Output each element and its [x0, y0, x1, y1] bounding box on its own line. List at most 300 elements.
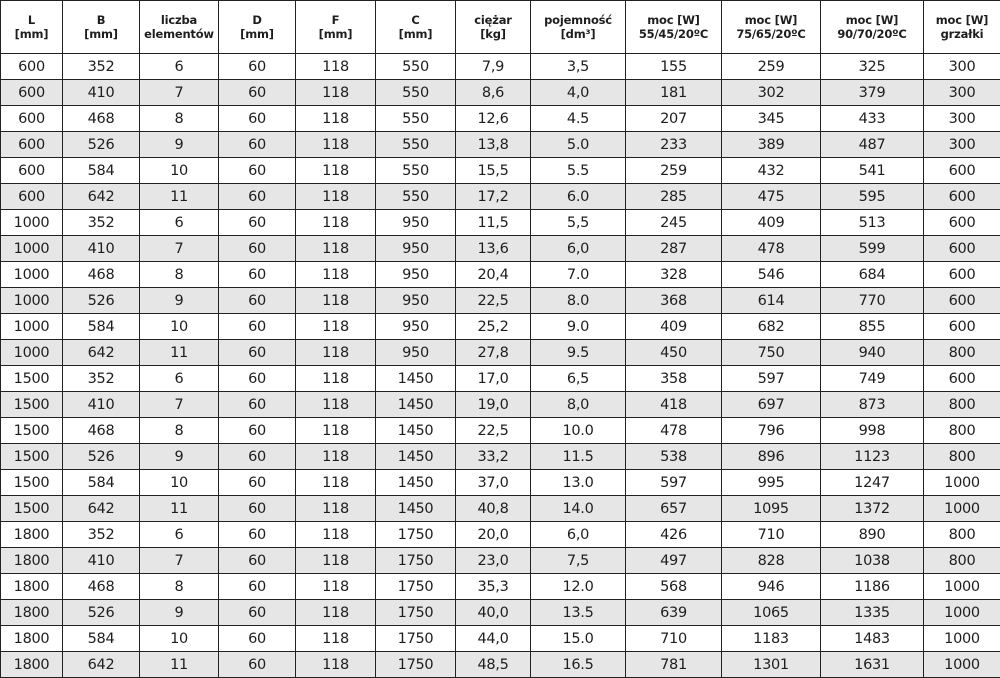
table-cell: 475	[722, 184, 821, 210]
column-header	[296, 1, 376, 54]
table-cell: 432	[722, 158, 821, 184]
table-cell: 550	[376, 80, 456, 106]
table-cell: 379	[821, 80, 924, 106]
table-cell: 600	[924, 288, 1000, 314]
table-cell: 118	[296, 366, 376, 392]
table-cell: 1800	[1, 574, 63, 600]
table-cell: 118	[296, 574, 376, 600]
table-cell: 118	[296, 158, 376, 184]
table-cell: 10	[140, 470, 219, 496]
table-row	[1, 210, 1000, 236]
table-cell: 410	[63, 80, 140, 106]
table-cell: 595	[821, 184, 924, 210]
table-cell: 1500	[1, 496, 63, 522]
table-cell: 1000	[924, 470, 1000, 496]
column-header-title: F	[296, 13, 375, 27]
table-cell: 468	[63, 106, 140, 132]
table-cell: 60	[219, 236, 296, 262]
table-cell: 60	[219, 288, 296, 314]
table-cell: 1750	[376, 600, 456, 626]
table-cell: 550	[376, 54, 456, 80]
table-cell: 1065	[722, 600, 821, 626]
table-cell: 118	[296, 548, 376, 574]
table-cell: 4.5	[531, 106, 626, 132]
table-cell: 1750	[376, 626, 456, 652]
table-header	[1, 1, 1000, 54]
table-cell: 118	[296, 600, 376, 626]
table-cell: 1800	[1, 522, 63, 548]
table-cell: 1000	[924, 496, 1000, 522]
table-cell: 4,0	[531, 80, 626, 106]
table-cell: 352	[63, 210, 140, 236]
table-cell: 950	[376, 314, 456, 340]
table-cell: 13.0	[531, 470, 626, 496]
table-cell: 1301	[722, 652, 821, 678]
table-cell: 749	[821, 366, 924, 392]
table-cell: 950	[376, 288, 456, 314]
column-header-unit: grzałki	[924, 27, 1000, 41]
table-cell: 1483	[821, 626, 924, 652]
table-row	[1, 600, 1000, 626]
table-cell: 940	[821, 340, 924, 366]
table-row	[1, 418, 1000, 444]
table-cell: 44,0	[456, 626, 531, 652]
table-cell: 10	[140, 158, 219, 184]
table-cell: 37,0	[456, 470, 531, 496]
table-cell: 12.0	[531, 574, 626, 600]
table-cell: 1000	[1, 288, 63, 314]
table-cell: 896	[722, 444, 821, 470]
table-row	[1, 158, 1000, 184]
table-cell: 600	[1, 184, 63, 210]
table-cell: 60	[219, 522, 296, 548]
table-cell: 60	[219, 418, 296, 444]
table-cell: 1372	[821, 496, 924, 522]
table-cell: 1800	[1, 548, 63, 574]
table-row	[1, 548, 1000, 574]
table-cell: 40,8	[456, 496, 531, 522]
table-cell: 950	[376, 340, 456, 366]
table-row	[1, 314, 1000, 340]
table-row	[1, 444, 1000, 470]
table-cell: 118	[296, 444, 376, 470]
table-cell: 6,0	[531, 236, 626, 262]
table-cell: 233	[626, 132, 722, 158]
table-cell: 302	[722, 80, 821, 106]
table-cell: 60	[219, 158, 296, 184]
table-cell: 9	[140, 600, 219, 626]
table-cell: 487	[821, 132, 924, 158]
table-cell: 6	[140, 366, 219, 392]
table-cell: 800	[924, 444, 1000, 470]
table-row	[1, 340, 1000, 366]
table-cell: 600	[924, 210, 1000, 236]
table-cell: 950	[376, 262, 456, 288]
table-cell: 1750	[376, 548, 456, 574]
table-cell: 17,2	[456, 184, 531, 210]
table-cell: 48,5	[456, 652, 531, 678]
table-cell: 409	[626, 314, 722, 340]
table-cell: 642	[63, 652, 140, 678]
table-cell: 118	[296, 236, 376, 262]
table-cell: 1000	[1, 340, 63, 366]
table-cell: 9	[140, 444, 219, 470]
table-cell: 1000	[1, 262, 63, 288]
column-header-unit: elementów	[140, 27, 218, 41]
table-cell: 11.5	[531, 444, 626, 470]
table-cell: 6,0	[531, 522, 626, 548]
table-cell: 389	[722, 132, 821, 158]
table-cell: 35,3	[456, 574, 531, 600]
table-cell: 60	[219, 600, 296, 626]
table-cell: 5.5	[531, 158, 626, 184]
table-cell: 1000	[924, 600, 1000, 626]
table-cell: 33,2	[456, 444, 531, 470]
table-cell: 10	[140, 314, 219, 340]
table-cell: 325	[821, 54, 924, 80]
table-cell: 6,5	[531, 366, 626, 392]
table-cell: 7,9	[456, 54, 531, 80]
table-cell: 368	[626, 288, 722, 314]
table-cell: 9.0	[531, 314, 626, 340]
table-cell: 710	[722, 522, 821, 548]
table-cell: 22,5	[456, 288, 531, 314]
table-cell: 8	[140, 106, 219, 132]
table-cell: 550	[376, 106, 456, 132]
table-cell: 1800	[1, 626, 63, 652]
table-cell: 750	[722, 340, 821, 366]
table-cell: 60	[219, 210, 296, 236]
table-row	[1, 262, 1000, 288]
table-cell: 25,2	[456, 314, 531, 340]
table-cell: 568	[626, 574, 722, 600]
column-header	[63, 1, 140, 54]
column-header-title: D	[219, 13, 295, 27]
table-cell: 328	[626, 262, 722, 288]
table-cell: 7	[140, 80, 219, 106]
table-cell: 60	[219, 340, 296, 366]
table-cell: 19,0	[456, 392, 531, 418]
table-cell: 118	[296, 652, 376, 678]
table-cell: 946	[722, 574, 821, 600]
table-cell: 800	[924, 522, 1000, 548]
table-cell: 11	[140, 652, 219, 678]
table-cell: 11,5	[456, 210, 531, 236]
table-cell: 584	[63, 626, 140, 652]
table-cell: 345	[722, 106, 821, 132]
table-cell: 526	[63, 288, 140, 314]
column-header-title: moc [W]	[722, 13, 820, 27]
table-row	[1, 366, 1000, 392]
column-header-title: pojemność	[531, 13, 625, 27]
table-cell: 1450	[376, 470, 456, 496]
table-cell: 1500	[1, 418, 63, 444]
table-cell: 1500	[1, 366, 63, 392]
table-cell: 207	[626, 106, 722, 132]
table-cell: 60	[219, 548, 296, 574]
column-header	[1, 1, 63, 54]
table-cell: 15.0	[531, 626, 626, 652]
table-cell: 800	[924, 548, 1000, 574]
table-cell: 118	[296, 132, 376, 158]
table-cell: 1247	[821, 470, 924, 496]
table-row	[1, 392, 1000, 418]
column-header	[722, 1, 821, 54]
column-header	[924, 1, 1000, 54]
table-cell: 22,5	[456, 418, 531, 444]
table-cell: 541	[821, 158, 924, 184]
table-cell: 5.0	[531, 132, 626, 158]
table-row	[1, 288, 1000, 314]
table-cell: 450	[626, 340, 722, 366]
table-cell: 155	[626, 54, 722, 80]
table-cell: 11	[140, 340, 219, 366]
table-row	[1, 184, 1000, 210]
table-cell: 950	[376, 236, 456, 262]
table-row	[1, 54, 1000, 80]
table-cell: 118	[296, 392, 376, 418]
table-cell: 1000	[1, 210, 63, 236]
table-cell: 1500	[1, 392, 63, 418]
table-cell: 14.0	[531, 496, 626, 522]
column-header-unit: [mm]	[63, 27, 139, 41]
table-cell: 118	[296, 522, 376, 548]
table-cell: 639	[626, 600, 722, 626]
table-cell: 468	[63, 418, 140, 444]
table-cell: 513	[821, 210, 924, 236]
table-cell: 682	[722, 314, 821, 340]
table-cell: 1800	[1, 652, 63, 678]
table-cell: 17,0	[456, 366, 531, 392]
table-cell: 800	[924, 392, 1000, 418]
table-cell: 409	[722, 210, 821, 236]
table-cell: 300	[924, 132, 1000, 158]
table-cell: 828	[722, 548, 821, 574]
table-cell: 600	[924, 262, 1000, 288]
table-cell: 118	[296, 210, 376, 236]
table-cell: 6	[140, 522, 219, 548]
table-cell: 1500	[1, 444, 63, 470]
table-cell: 770	[821, 288, 924, 314]
table-cell: 60	[219, 470, 296, 496]
table-cell: 684	[821, 262, 924, 288]
table-cell: 995	[722, 470, 821, 496]
table-cell: 600	[1, 80, 63, 106]
table-cell: 600	[924, 236, 1000, 262]
table-cell: 1186	[821, 574, 924, 600]
table-cell: 60	[219, 652, 296, 678]
column-header-title: C	[376, 13, 455, 27]
table-cell: 642	[63, 340, 140, 366]
table-row	[1, 626, 1000, 652]
table-cell: 285	[626, 184, 722, 210]
table-cell: 998	[821, 418, 924, 444]
table-cell: 890	[821, 522, 924, 548]
table-cell: 550	[376, 132, 456, 158]
table-cell: 60	[219, 80, 296, 106]
column-header-unit: [mm]	[296, 27, 375, 41]
table-cell: 118	[296, 184, 376, 210]
table-cell: 1631	[821, 652, 924, 678]
table-cell: 3,5	[531, 54, 626, 80]
table-cell: 181	[626, 80, 722, 106]
table-cell: 1450	[376, 366, 456, 392]
table-cell: 11	[140, 496, 219, 522]
table-cell: 1000	[1, 236, 63, 262]
table-cell: 1123	[821, 444, 924, 470]
table-cell: 60	[219, 106, 296, 132]
column-header-title: moc [W]	[924, 13, 1000, 27]
column-header	[456, 1, 531, 54]
table-cell: 20,0	[456, 522, 531, 548]
table-cell: 118	[296, 54, 376, 80]
column-header-unit: 90/70/20ºC	[821, 27, 923, 41]
table-cell: 1335	[821, 600, 924, 626]
table-cell: 597	[722, 366, 821, 392]
column-header-title: ciężar	[456, 13, 530, 27]
table-cell: 118	[296, 314, 376, 340]
table-cell: 13,8	[456, 132, 531, 158]
table-cell: 60	[219, 366, 296, 392]
table-cell: 526	[63, 444, 140, 470]
table-cell: 1000	[924, 574, 1000, 600]
table-cell: 15,5	[456, 158, 531, 184]
table-cell: 468	[63, 262, 140, 288]
table-cell: 60	[219, 132, 296, 158]
table-cell: 497	[626, 548, 722, 574]
table-cell: 710	[626, 626, 722, 652]
table-cell: 13.5	[531, 600, 626, 626]
column-header	[376, 1, 456, 54]
table-cell: 352	[63, 54, 140, 80]
table-cell: 60	[219, 314, 296, 340]
table-cell: 8	[140, 574, 219, 600]
table-cell: 7	[140, 392, 219, 418]
table-cell: 27,8	[456, 340, 531, 366]
table-cell: 118	[296, 106, 376, 132]
table-cell: 10.0	[531, 418, 626, 444]
table-cell: 1750	[376, 652, 456, 678]
table-cell: 118	[296, 288, 376, 314]
table-cell: 118	[296, 340, 376, 366]
table-cell: 600	[924, 366, 1000, 392]
table-cell: 9	[140, 132, 219, 158]
table-cell: 11	[140, 184, 219, 210]
table-cell: 410	[63, 236, 140, 262]
table-cell: 781	[626, 652, 722, 678]
table-cell: 300	[924, 54, 1000, 80]
table-cell: 873	[821, 392, 924, 418]
table-cell: 526	[63, 600, 140, 626]
column-header-unit: [mm]	[219, 27, 295, 41]
table-cell: 1000	[924, 652, 1000, 678]
table-cell: 410	[63, 392, 140, 418]
table-cell: 1450	[376, 418, 456, 444]
table-row	[1, 522, 1000, 548]
table-cell: 796	[722, 418, 821, 444]
column-header-unit: [kg]	[456, 27, 530, 41]
table-cell: 60	[219, 574, 296, 600]
table-cell: 600	[1, 158, 63, 184]
table-cell: 1183	[722, 626, 821, 652]
table-row	[1, 236, 1000, 262]
table-cell: 550	[376, 158, 456, 184]
table-cell: 118	[296, 262, 376, 288]
column-header-title: B	[63, 13, 139, 27]
column-header	[219, 1, 296, 54]
table-cell: 12,6	[456, 106, 531, 132]
table-cell: 478	[722, 236, 821, 262]
table-cell: 16.5	[531, 652, 626, 678]
table-cell: 426	[626, 522, 722, 548]
table-cell: 800	[924, 340, 1000, 366]
table-cell: 9.5	[531, 340, 626, 366]
table-cell: 1095	[722, 496, 821, 522]
table-cell: 550	[376, 184, 456, 210]
table-cell: 1500	[1, 470, 63, 496]
table-cell: 1750	[376, 574, 456, 600]
table-cell: 6	[140, 210, 219, 236]
table-row	[1, 132, 1000, 158]
table-cell: 10	[140, 626, 219, 652]
table-cell: 40,0	[456, 600, 531, 626]
column-header-title: moc [W]	[821, 13, 923, 27]
table-cell: 1450	[376, 496, 456, 522]
column-header-title: L	[1, 13, 62, 27]
table-cell: 600	[924, 158, 1000, 184]
table-cell: 60	[219, 54, 296, 80]
table-cell: 259	[626, 158, 722, 184]
table-cell: 5,5	[531, 210, 626, 236]
column-header-unit: 55/45/20ºC	[626, 27, 721, 41]
table-cell: 118	[296, 418, 376, 444]
table-cell: 118	[296, 80, 376, 106]
table-cell: 118	[296, 626, 376, 652]
table-cell: 7,5	[531, 548, 626, 574]
table-cell: 433	[821, 106, 924, 132]
table-cell: 6	[140, 54, 219, 80]
column-header-unit: 75/65/20ºC	[722, 27, 820, 41]
table-cell: 478	[626, 418, 722, 444]
table-cell: 800	[924, 418, 1000, 444]
table-cell: 245	[626, 210, 722, 236]
column-header-unit: [mm]	[376, 27, 455, 41]
table-cell: 642	[63, 184, 140, 210]
table-cell: 60	[219, 626, 296, 652]
table-cell: 13,6	[456, 236, 531, 262]
table-cell: 352	[63, 366, 140, 392]
column-header	[821, 1, 924, 54]
table-cell: 1000	[924, 626, 1000, 652]
table-cell: 60	[219, 496, 296, 522]
table-cell: 60	[219, 184, 296, 210]
table-cell: 118	[296, 470, 376, 496]
table-cell: 418	[626, 392, 722, 418]
table-cell: 8,0	[531, 392, 626, 418]
table-cell: 642	[63, 496, 140, 522]
table-cell: 600	[1, 132, 63, 158]
column-header	[531, 1, 626, 54]
column-header	[140, 1, 219, 54]
table-cell: 1000	[1, 314, 63, 340]
table-cell: 8.0	[531, 288, 626, 314]
table-cell: 1800	[1, 600, 63, 626]
table-cell: 358	[626, 366, 722, 392]
table-cell: 6.0	[531, 184, 626, 210]
table-cell: 1450	[376, 444, 456, 470]
table-cell: 526	[63, 132, 140, 158]
table-cell: 855	[821, 314, 924, 340]
